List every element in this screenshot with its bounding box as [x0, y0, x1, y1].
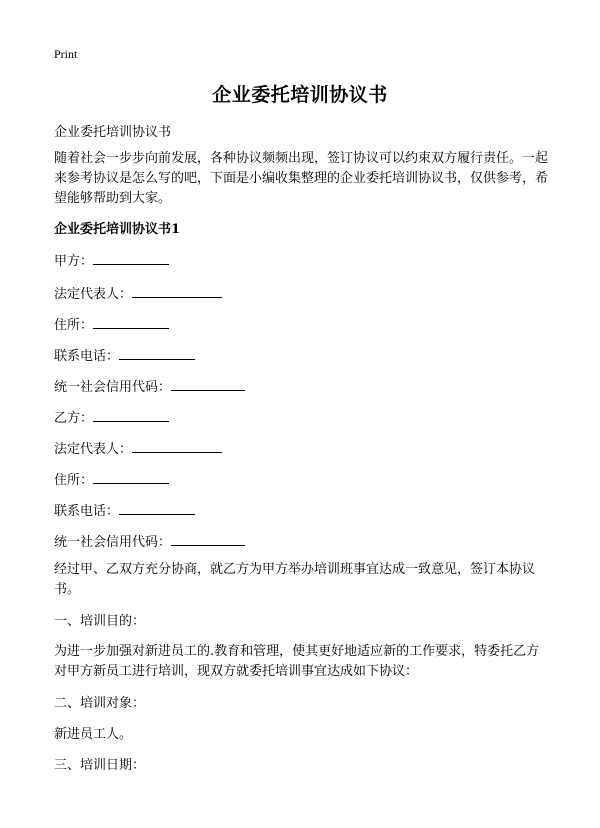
blank-line: [171, 533, 245, 546]
party-a-field: [54, 250, 169, 269]
field-label: 甲方：: [54, 254, 94, 269]
field-label: 统一社会信用代码：: [54, 380, 172, 395]
document-subtitle: 企业委托培训协议书: [54, 125, 172, 140]
field-label: 住所：: [54, 318, 94, 333]
blank-line: [119, 347, 195, 360]
field-label: 法定代表人：: [54, 442, 133, 457]
clause-heading: 二、培训对象：: [54, 696, 146, 711]
blank-line: [93, 471, 169, 484]
blank-line: [119, 502, 195, 515]
party-b-credit-code-field: [54, 531, 245, 550]
clause-paragraph: 为进一步加强对新进员工的.教育和管理，使其更好地适应新的工作要求，特委托乙方对甲方新员工进行培训，现双方就委托培训事宜达成如下协议：: [54, 644, 540, 679]
party-b-address-field: [54, 469, 169, 488]
blank-line: [93, 409, 169, 422]
section-heading: 企业委托培训协议书1: [54, 222, 181, 237]
blank-line: [132, 285, 222, 298]
clause-paragraph: 新进员工人。: [54, 727, 133, 742]
field-label: 统一社会信用代码：: [54, 535, 172, 550]
print-link[interactable]: Print: [54, 47, 78, 61]
clause-heading: 一、培训目的：: [54, 614, 146, 629]
blank-line: [93, 316, 169, 329]
party-b-rep-field: [54, 438, 222, 457]
field-label: 联系电话：: [54, 504, 120, 519]
agreement-paragraph: 经过甲、乙双方充分协商，就乙方为甲方举办培训班事宜达成一致意见，签订本协议书。: [54, 562, 536, 597]
party-a-address-field: [54, 314, 169, 333]
intro-paragraph: 随着社会一步步向前发展，各种协议频频出现，签订协议可以约束双方履行责任。一起来参考协议是怎么写的吧，下面是小编收集整理的企业委托培训协议书，仅供参考，希望能够帮助到大家。: [54, 151, 549, 206]
blank-line: [171, 378, 245, 391]
blank-line: [93, 252, 169, 265]
blank-line: [132, 440, 222, 453]
field-label: 乙方：: [54, 411, 94, 426]
party-a-credit-code-field: [54, 376, 245, 395]
field-label: 法定代表人：: [54, 287, 133, 302]
clause-heading: 三、培训日期：: [54, 758, 146, 773]
party-b-phone-field: [54, 500, 195, 519]
document-title: 企业委托培训协议书: [212, 84, 388, 106]
party-a-phone-field: [54, 345, 195, 364]
party-b-field: [54, 407, 169, 426]
party-a-rep-field: [54, 283, 222, 302]
field-label: 住所：: [54, 473, 94, 488]
field-label: 联系电话：: [54, 349, 120, 364]
